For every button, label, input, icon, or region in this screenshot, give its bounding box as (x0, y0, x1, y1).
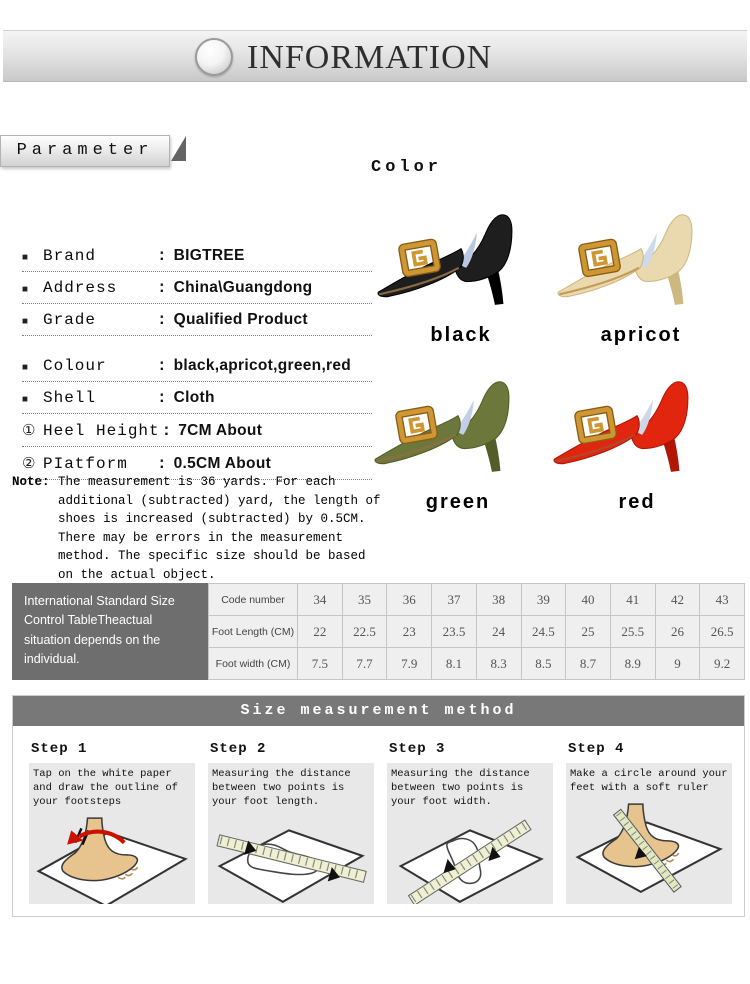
parameter-tab[interactable]: Parameter (0, 135, 170, 167)
banner-title: INFORMATION (247, 39, 493, 76)
shoe-color-label: green (425, 491, 491, 513)
spec-colon: : (157, 357, 167, 375)
measurement-title: Size measurement method (13, 696, 744, 726)
size-cell: 24 (477, 616, 521, 647)
information-banner (3, 30, 747, 82)
soft-ruler-illustration (566, 798, 732, 900)
circled-two-icon: ② (22, 456, 36, 473)
flag-triangle-icon (171, 136, 186, 161)
spec-colon: : (157, 247, 167, 265)
row-header: Code number (209, 584, 297, 615)
spec-label: Shell (43, 389, 97, 407)
shoe-card-green (369, 369, 547, 514)
step-description: Measuring the distance between two points is your foot width. (391, 768, 530, 809)
size-cell: 36 (387, 584, 431, 615)
size-cell: 43 (700, 584, 744, 615)
spec-row-address (22, 272, 372, 304)
shoe-image-apricot (556, 202, 726, 324)
size-table-caption: International Standard Size Control TableTheactual situation depends on the individual. (12, 583, 208, 680)
size-table (208, 583, 745, 680)
spec-colon: : (161, 422, 172, 440)
step-3 (387, 741, 553, 904)
square-bullet-icon: ■ (22, 285, 29, 296)
size-cell: 26 (656, 616, 700, 647)
size-cell: 26.5 (700, 616, 744, 647)
note-label: Note: (12, 475, 50, 489)
foot-outline-illustration (29, 810, 195, 904)
step-title: Step 4 (568, 741, 625, 757)
spec-label: Heel Height (43, 422, 160, 440)
size-table-section (12, 583, 745, 680)
size-cell: 37 (432, 584, 476, 615)
row-header: Foot width (CM) (209, 648, 297, 679)
buckle-icon (399, 409, 435, 441)
size-cell: 7.9 (387, 648, 431, 679)
square-bullet-icon: ■ (22, 317, 29, 328)
spec-label: Address (43, 279, 118, 297)
spec-value: 0.5CM About (173, 455, 272, 472)
size-cell: 9 (656, 648, 700, 679)
size-cell: 23 (387, 616, 431, 647)
size-cell: 41 (611, 584, 655, 615)
size-cell: 8.5 (522, 648, 566, 679)
shoe-card-black (372, 202, 550, 347)
row-header: Foot Length (CM) (209, 616, 297, 647)
spec-value: Cloth (173, 389, 215, 406)
spec-value: Qualified Product (173, 311, 308, 328)
square-bullet-icon: ■ (22, 363, 29, 374)
size-cell: 34 (298, 584, 342, 615)
size-cell: 35 (343, 584, 387, 615)
step-title: Step 3 (389, 741, 446, 757)
circled-one-icon: ① (22, 423, 36, 440)
size-cell: 8.9 (611, 648, 655, 679)
size-cell: 42 (656, 584, 700, 615)
step-box (208, 763, 374, 904)
spec-colon: : (157, 455, 167, 473)
buckle-icon (402, 242, 438, 274)
spec-colon: : (157, 389, 167, 407)
step-box (387, 763, 553, 904)
size-cell: 23.5 (432, 616, 476, 647)
shoe-color-label: apricot (600, 324, 682, 346)
shoe-card-red (548, 369, 726, 514)
step-2 (208, 741, 374, 904)
size-cell: 9.2 (700, 648, 744, 679)
spec-label: Colour (43, 357, 107, 375)
size-cell: 8.3 (477, 648, 521, 679)
foot-width-illustration (387, 810, 553, 904)
shoe-color-label: black (430, 324, 492, 346)
orb-icon (195, 38, 233, 76)
spec-value: 7CM About (178, 422, 263, 439)
spec-value: black,apricot,green,red (173, 357, 352, 374)
step-description: Tap on the white paper and draw the outline of your footsteps (33, 768, 178, 809)
shoe-image-black (376, 202, 546, 324)
size-cell: 25.5 (611, 616, 655, 647)
shoe-color-label: red (618, 491, 656, 513)
square-bullet-icon: ■ (22, 253, 29, 264)
size-cell: 39 (522, 584, 566, 615)
step-title: Step 2 (210, 741, 267, 757)
square-bullet-icon: ■ (22, 395, 29, 406)
step-description: Make a circle around your feet with a soft ruler (570, 768, 728, 795)
spec-value: BIGTREE (173, 247, 245, 264)
spec-row-heel-height (22, 414, 372, 447)
spec-label: Brand (43, 247, 97, 265)
spec-row-grade (22, 304, 372, 336)
size-cell: 22 (298, 616, 342, 647)
spec-label: Grade (43, 311, 97, 329)
size-cell: 40 (566, 584, 610, 615)
step-box (29, 763, 195, 904)
size-cell: 7.7 (343, 648, 387, 679)
step-4 (566, 741, 732, 904)
spec-row-shell (22, 382, 372, 414)
note-block (12, 473, 386, 584)
size-cell: 8.1 (432, 648, 476, 679)
step-title: Step 1 (31, 741, 88, 757)
buckle-icon (582, 242, 618, 274)
buckle-icon (578, 409, 614, 441)
size-cell: 38 (477, 584, 521, 615)
note-text: The measurement is 36 yards. For each additional (subtracted) yard, the length of shoes is increased (subtracted) by 0.5CM. There may be errors in the measurement method. The specific size should be based on the actual object. (58, 475, 381, 582)
spec-label: PIatform (43, 455, 128, 473)
shoe-image-red (552, 369, 722, 491)
size-cell: 22.5 (343, 616, 387, 647)
spec-list (22, 240, 372, 480)
spec-colon: : (157, 311, 167, 329)
spec-colon: : (157, 279, 167, 297)
spec-row-brand (22, 240, 372, 272)
measurement-section (12, 695, 745, 917)
step-box (566, 763, 732, 904)
steps-row (13, 726, 744, 904)
size-cell: 24.5 (522, 616, 566, 647)
color-section-title: Color (371, 158, 443, 177)
spec-row-colour (22, 350, 372, 382)
size-cell: 7.5 (298, 648, 342, 679)
spec-value: China\Guangdong (173, 279, 313, 296)
step-description: Measuring the distance between two points is your foot length. (212, 768, 351, 809)
size-cell: 25 (566, 616, 610, 647)
foot-length-illustration (208, 810, 374, 904)
shoe-image-green (373, 369, 543, 491)
shoe-card-apricot (552, 202, 730, 347)
size-cell: 8.7 (566, 648, 610, 679)
step-1 (29, 741, 195, 904)
